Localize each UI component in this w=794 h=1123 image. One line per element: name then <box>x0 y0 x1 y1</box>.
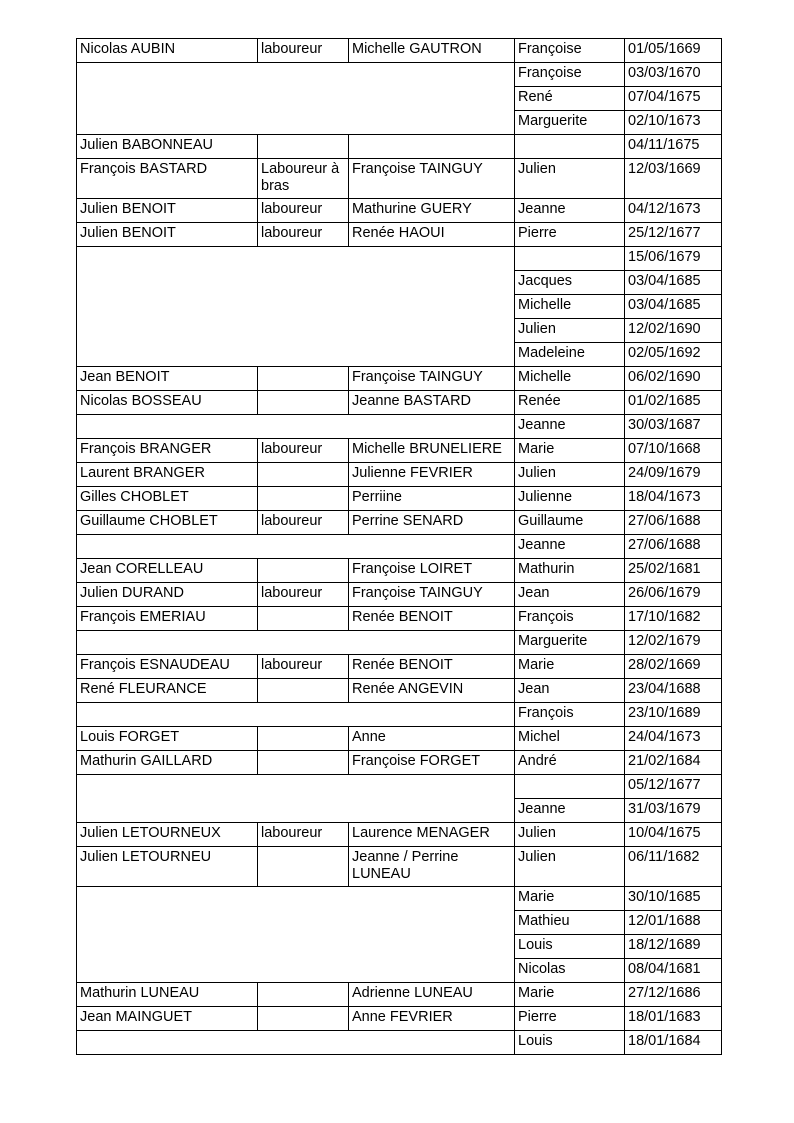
mother-name-cell: Mathurine GUERY <box>349 199 515 223</box>
baptism-date-cell: 17/10/1682 <box>625 607 722 631</box>
occupation-cell <box>258 559 349 583</box>
child-name-cell: Mathieu <box>515 911 625 935</box>
table-row <box>77 775 722 799</box>
mother-name-cell: Michelle GAUTRON <box>349 39 515 63</box>
child-name-cell: Françoise <box>515 63 625 87</box>
baptism-date-cell: 03/04/1685 <box>625 271 722 295</box>
baptism-register-table <box>76 38 722 1055</box>
father-name-cell: Gilles CHOBLET <box>77 487 258 511</box>
table-row <box>77 823 722 847</box>
baptism-date-cell: 28/02/1669 <box>625 655 722 679</box>
child-name-cell: Madeleine <box>515 343 625 367</box>
child-name-cell: André <box>515 751 625 775</box>
occupation-cell <box>258 727 349 751</box>
continuation-cell <box>77 703 515 727</box>
child-name-cell: Michelle <box>515 367 625 391</box>
table-row <box>77 607 722 631</box>
register-body <box>77 39 722 1055</box>
baptism-date-cell: 07/04/1675 <box>625 87 722 111</box>
occupation-cell <box>258 751 349 775</box>
baptism-date-cell: 01/05/1669 <box>625 39 722 63</box>
baptism-date-cell: 10/04/1675 <box>625 823 722 847</box>
baptism-date-cell: 12/01/1688 <box>625 911 722 935</box>
baptism-date-cell: 26/06/1679 <box>625 583 722 607</box>
occupation-cell <box>258 367 349 391</box>
mother-name-cell: Françoise LOIRET <box>349 559 515 583</box>
father-name-cell: François BRANGER <box>77 439 258 463</box>
mother-name-cell: Françoise FORGET <box>349 751 515 775</box>
baptism-date-cell: 08/04/1681 <box>625 959 722 983</box>
table-row <box>77 223 722 247</box>
table-row <box>77 559 722 583</box>
baptism-date-cell: 30/03/1687 <box>625 415 722 439</box>
child-name-cell: Jeanne <box>515 799 625 823</box>
mother-name-cell: Adrienne LUNEAU <box>349 983 515 1007</box>
child-name-cell: René <box>515 87 625 111</box>
continuation-cell <box>77 631 515 655</box>
child-name-cell: Julien <box>515 823 625 847</box>
table-row <box>77 983 722 1007</box>
child-name-cell: Marie <box>515 983 625 1007</box>
baptism-date-cell: 15/06/1679 <box>625 247 722 271</box>
father-name-cell: Julien LETOURNEU <box>77 847 258 887</box>
baptism-date-cell: 02/10/1673 <box>625 111 722 135</box>
baptism-date-cell: 06/02/1690 <box>625 367 722 391</box>
baptism-date-cell: 23/04/1688 <box>625 679 722 703</box>
table-row <box>77 415 722 439</box>
continuation-cell <box>77 775 515 823</box>
baptism-date-cell: 27/12/1686 <box>625 983 722 1007</box>
occupation-cell <box>258 1007 349 1031</box>
child-name-cell: Julienne <box>515 487 625 511</box>
baptism-date-cell: 25/02/1681 <box>625 559 722 583</box>
child-name-cell: François <box>515 703 625 727</box>
baptism-date-cell: 24/09/1679 <box>625 463 722 487</box>
child-name-cell: Jacques <box>515 271 625 295</box>
father-name-cell: Julien DURAND <box>77 583 258 607</box>
occupation-cell <box>258 983 349 1007</box>
table-row <box>77 727 722 751</box>
table-row <box>77 703 722 727</box>
mother-name-cell: Françoise TAINGUY <box>349 367 515 391</box>
table-row <box>77 1007 722 1031</box>
mother-name-cell: Renée BENOIT <box>349 607 515 631</box>
child-name-cell: François <box>515 607 625 631</box>
table-row <box>77 135 722 159</box>
father-name-cell: Julien LETOURNEUX <box>77 823 258 847</box>
occupation-cell: laboureur <box>258 223 349 247</box>
table-row <box>77 391 722 415</box>
baptism-date-cell: 05/12/1677 <box>625 775 722 799</box>
father-name-cell: Guillaume CHOBLET <box>77 511 258 535</box>
occupation-cell: laboureur <box>258 199 349 223</box>
table-row <box>77 39 722 63</box>
occupation-cell <box>258 391 349 415</box>
table-row <box>77 63 722 87</box>
mother-name-cell: Perriine <box>349 487 515 511</box>
child-name-cell: Pierre <box>515 1007 625 1031</box>
child-name-cell <box>515 775 625 799</box>
mother-name-cell: Jeanne BASTARD <box>349 391 515 415</box>
occupation-cell <box>258 487 349 511</box>
child-name-cell: Nicolas <box>515 959 625 983</box>
child-name-cell: Marie <box>515 887 625 911</box>
father-name-cell: Mathurin GAILLARD <box>77 751 258 775</box>
father-name-cell: Julien BENOIT <box>77 199 258 223</box>
father-name-cell: François ESNAUDEAU <box>77 655 258 679</box>
baptism-date-cell: 03/03/1670 <box>625 63 722 87</box>
child-name-cell: Julien <box>515 847 625 887</box>
continuation-cell <box>77 887 515 983</box>
baptism-date-cell: 18/01/1683 <box>625 1007 722 1031</box>
baptism-date-cell: 21/02/1684 <box>625 751 722 775</box>
child-name-cell: Pierre <box>515 223 625 247</box>
baptism-date-cell: 12/03/1669 <box>625 159 722 199</box>
baptism-date-cell: 07/10/1668 <box>625 439 722 463</box>
occupation-cell: laboureur <box>258 439 349 463</box>
baptism-date-cell: 27/06/1688 <box>625 535 722 559</box>
father-name-cell: Nicolas AUBIN <box>77 39 258 63</box>
child-name-cell: Jean <box>515 679 625 703</box>
occupation-cell: laboureur <box>258 823 349 847</box>
continuation-cell <box>77 535 515 559</box>
child-name-cell: Jeanne <box>515 199 625 223</box>
occupation-cell <box>258 607 349 631</box>
table-row <box>77 487 722 511</box>
father-name-cell: Jean CORELLEAU <box>77 559 258 583</box>
baptism-date-cell: 03/04/1685 <box>625 295 722 319</box>
baptism-date-cell: 25/12/1677 <box>625 223 722 247</box>
baptism-date-cell: 02/05/1692 <box>625 343 722 367</box>
continuation-cell <box>77 63 515 135</box>
father-name-cell: Louis FORGET <box>77 727 258 751</box>
baptism-date-cell: 04/11/1675 <box>625 135 722 159</box>
mother-name-cell: Anne FEVRIER <box>349 1007 515 1031</box>
father-name-cell: René FLEURANCE <box>77 679 258 703</box>
child-name-cell: Marie <box>515 439 625 463</box>
father-name-cell: François BASTARD <box>77 159 258 199</box>
baptism-date-cell: 18/01/1684 <box>625 1031 722 1055</box>
table-row <box>77 511 722 535</box>
baptism-date-cell: 12/02/1690 <box>625 319 722 343</box>
child-name-cell: Jeanne <box>515 535 625 559</box>
mother-name-cell: Françoise TAINGUY <box>349 159 515 199</box>
father-name-cell: Julien BABONNEAU <box>77 135 258 159</box>
table-row <box>77 247 722 271</box>
child-name-cell: Louis <box>515 1031 625 1055</box>
occupation-cell: laboureur <box>258 39 349 63</box>
child-name-cell <box>515 247 625 271</box>
baptism-date-cell: 30/10/1685 <box>625 887 722 911</box>
table-row <box>77 751 722 775</box>
continuation-cell <box>77 1031 515 1055</box>
child-name-cell: Julien <box>515 159 625 199</box>
mother-name-cell: Renée HAOUI <box>349 223 515 247</box>
mother-name-cell: Perrine SENARD <box>349 511 515 535</box>
occupation-cell <box>258 463 349 487</box>
child-name-cell: Julien <box>515 463 625 487</box>
table-row <box>77 887 722 911</box>
mother-name-cell: Jeanne / Perrine LUNEAU <box>349 847 515 887</box>
table-row <box>77 1031 722 1055</box>
mother-name-cell: Françoise TAINGUY <box>349 583 515 607</box>
child-name-cell: Julien <box>515 319 625 343</box>
table-row <box>77 439 722 463</box>
table-row <box>77 655 722 679</box>
table-row <box>77 367 722 391</box>
mother-name-cell: Anne <box>349 727 515 751</box>
table-row <box>77 679 722 703</box>
child-name-cell: Michel <box>515 727 625 751</box>
occupation-cell: laboureur <box>258 583 349 607</box>
baptism-date-cell: 01/02/1685 <box>625 391 722 415</box>
occupation-cell: laboureur <box>258 655 349 679</box>
child-name-cell: Marguerite <box>515 111 625 135</box>
occupation-cell: Laboureur à bras <box>258 159 349 199</box>
occupation-cell <box>258 135 349 159</box>
child-name-cell: Marie <box>515 655 625 679</box>
continuation-cell <box>77 415 515 439</box>
mother-name-cell: Renée BENOIT <box>349 655 515 679</box>
child-name-cell: Mathurin <box>515 559 625 583</box>
child-name-cell: Renée <box>515 391 625 415</box>
baptism-date-cell: 04/12/1673 <box>625 199 722 223</box>
child-name-cell: Jean <box>515 583 625 607</box>
child-name-cell: Françoise <box>515 39 625 63</box>
child-name-cell: Marguerite <box>515 631 625 655</box>
table-row <box>77 463 722 487</box>
table-row <box>77 583 722 607</box>
occupation-cell: laboureur <box>258 511 349 535</box>
table-row <box>77 535 722 559</box>
child-name-cell: Guillaume <box>515 511 625 535</box>
table-row <box>77 847 722 887</box>
child-name-cell: Michelle <box>515 295 625 319</box>
baptism-date-cell: 06/11/1682 <box>625 847 722 887</box>
father-name-cell: Jean BENOIT <box>77 367 258 391</box>
child-name-cell <box>515 135 625 159</box>
table-row <box>77 199 722 223</box>
father-name-cell: Mathurin LUNEAU <box>77 983 258 1007</box>
baptism-date-cell: 24/04/1673 <box>625 727 722 751</box>
child-name-cell: Jeanne <box>515 415 625 439</box>
baptism-date-cell: 31/03/1679 <box>625 799 722 823</box>
father-name-cell: Nicolas BOSSEAU <box>77 391 258 415</box>
baptism-date-cell: 12/02/1679 <box>625 631 722 655</box>
father-name-cell: François EMERIAU <box>77 607 258 631</box>
baptism-date-cell: 18/12/1689 <box>625 935 722 959</box>
father-name-cell: Julien BENOIT <box>77 223 258 247</box>
father-name-cell: Jean MAINGUET <box>77 1007 258 1031</box>
occupation-cell <box>258 679 349 703</box>
child-name-cell: Louis <box>515 935 625 959</box>
baptism-date-cell: 27/06/1688 <box>625 511 722 535</box>
mother-name-cell <box>349 135 515 159</box>
mother-name-cell: Michelle BRUNELIERE <box>349 439 515 463</box>
continuation-cell <box>77 247 515 367</box>
baptism-date-cell: 23/10/1689 <box>625 703 722 727</box>
table-row <box>77 159 722 199</box>
baptism-date-cell: 18/04/1673 <box>625 487 722 511</box>
mother-name-cell: Laurence MENAGER <box>349 823 515 847</box>
mother-name-cell: Julienne FEVRIER <box>349 463 515 487</box>
father-name-cell: Laurent BRANGER <box>77 463 258 487</box>
occupation-cell <box>258 847 349 887</box>
table-row <box>77 631 722 655</box>
mother-name-cell: Renée ANGEVIN <box>349 679 515 703</box>
